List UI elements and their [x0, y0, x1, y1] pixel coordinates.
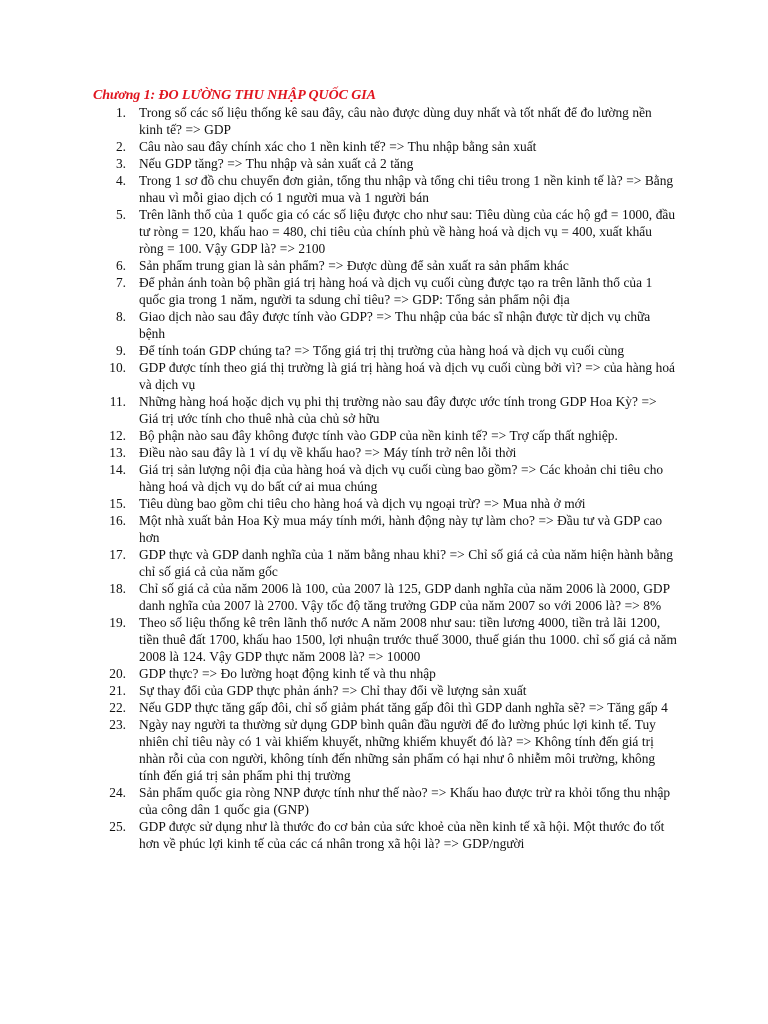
question-number: 14. — [109, 462, 126, 477]
question-item — [0, 784, 679, 818]
question-item — [0, 580, 679, 614]
question-item — [0, 206, 679, 257]
question-text: GDP được sử dụng như là thước đo cơ bản của sức khoẻ của nền kinh tế xã hội. Một thước đo tốt hơn về phúc lợi kinh tế của các cá nhân trong xã hội là? => GDP/người — [139, 819, 665, 851]
question-text: Câu nào sau đây chính xác cho 1 nền kinh tế? => Thu nhập bằng sản xuất — [139, 139, 537, 154]
question-text: GDP được tính theo giá thị trường là giá trị hàng hoá và dịch vụ cuối cùng bởi vì? => của hàng hoá và dịch vụ — [139, 360, 675, 392]
question-item — [0, 155, 679, 172]
question-text: Những hàng hoá hoặc dịch vụ phi thị trường nào sau đây được ước tính trong GDP Hoa Kỳ? => Giá trị ước tính cho thuê nhà của chủ sở hữu — [139, 394, 657, 426]
question-number: 23. — [109, 717, 126, 732]
question-item — [0, 512, 679, 546]
question-number: 1. — [115, 105, 126, 120]
question-text: Trong số các số liệu thống kê sau đây, câu nào được dùng duy nhất và tốt nhất để đo lường nền kinh tế? => GDP — [139, 105, 652, 137]
question-item — [0, 172, 679, 206]
question-item — [0, 495, 679, 512]
question-text: Sự thay đổi của GDP thực phản ánh? => Chỉ thay đổi về lượng sản xuất — [139, 683, 527, 698]
question-text: Tiêu dùng bao gồm chi tiêu cho hàng hoá và dịch vụ ngoại trừ? => Mua nhà ở mới — [139, 496, 586, 511]
question-text: Ngày nay người ta thường sử dụng GDP bình quân đầu người để đo lường phúc lợi kinh tế. Tuy nhiên chỉ tiêu này có 1 vài khiếm khuyết, những khiếm khuyết đó là? => Không tính đến giá trị nhàn rỗi của con người, không tính đến những sản phẩm có hại như ô nhiễm môi trường, không tính đến giá trị sản phẩm phi thị trường — [139, 717, 656, 783]
question-text: Giá trị sản lượng nội địa của hàng hoá và dịch vụ cuối cùng bao gồm? => Các khoản chi tiêu cho hàng hoá và dịch vụ do bất cứ ai mua chúng — [139, 462, 664, 494]
question-text: Nếu GDP tăng? => Thu nhập và sản xuất cả 2 tăng — [139, 156, 414, 171]
question-number: 19. — [109, 615, 126, 630]
question-text: Nếu GDP thực tăng gấp đôi, chỉ số giảm phát tăng gấp đôi thì GDP danh nghĩa sẽ? => Tăng gấp 4 — [139, 700, 668, 715]
question-text: GDP thực và GDP danh nghĩa của 1 năm bằng nhau khi? => Chỉ số giá cả của năm hiện hành bằng chỉ số giá cả của năm gốc — [139, 547, 673, 579]
question-text: Sản phẩm quốc gia ròng NNP được tính như thế nào? => Khấu hao được trừ ra khỏi tổng thu nhập của công dân 1 quốc gia (GNP) — [139, 785, 671, 817]
question-number: 8. — [115, 309, 126, 324]
question-text: Bộ phận nào sau đây không được tính vào GDP của nền kinh tế? => Trợ cấp thất nghiệp. — [139, 428, 618, 443]
question-number: 11. — [109, 394, 126, 409]
question-number: 21. — [109, 683, 126, 698]
question-item — [0, 393, 679, 427]
question-number: 13. — [109, 445, 126, 460]
question-item — [0, 818, 679, 852]
question-number: 17. — [109, 547, 126, 562]
question-text: Trong 1 sơ đồ chu chuyển đơn giản, tổng thu nhập và tổng chi tiêu trong 1 nền kinh tế là? => Bằng nhau vì mỗi giao dịch có 1 người mua và 1 người bán — [139, 173, 674, 205]
question-text: Trên lãnh thổ của 1 quốc gia có các số liệu được cho như sau: Tiêu dùng của các hộ gđ = 1000, đầu tư ròng = 120, khấu hao = 480, chi tiêu của chính phủ về hàng hoá và dịch vụ = 400, xuất khẩu ròng = 100. Vậy GDP là? => 2100 — [139, 207, 676, 256]
question-text: Để tính toán GDP chúng ta? => Tổng giá trị thị trường của hàng hoá và dịch vụ cuối cùng — [139, 343, 625, 358]
question-item — [0, 104, 679, 138]
question-item — [0, 716, 679, 784]
question-item — [0, 461, 679, 495]
question-number: 24. — [109, 785, 126, 800]
question-number: 7. — [115, 275, 126, 290]
question-item — [0, 138, 679, 155]
question-item — [0, 274, 679, 308]
question-number: 20. — [109, 666, 126, 681]
question-number: 18. — [109, 581, 126, 596]
question-number: 22. — [109, 700, 126, 715]
question-number: 16. — [109, 513, 126, 528]
question-item — [0, 665, 679, 682]
question-number: 3. — [115, 156, 126, 171]
question-number: 15. — [109, 496, 126, 511]
question-list — [0, 104, 768, 852]
question-text: Một nhà xuất bản Hoa Kỳ mua máy tính mới, hành động này tự làm cho? => Đầu tư và GDP cao hơn — [139, 513, 663, 545]
chapter-title: Chương 1: ĐO LƯỜNG THU NHẬP QUỐC GIA — [93, 88, 376, 103]
question-text: Chỉ số giá cả của năm 2006 là 100, của 2007 là 125, GDP danh nghĩa của năm 2006 là 2000, GDP danh nghĩa của 2007 là 2700. Vậy tốc độ tăng trưởng GDP của năm 2007 so với 2006 là? => 8% — [139, 581, 670, 613]
question-number: 5. — [115, 207, 126, 222]
question-item — [0, 359, 679, 393]
question-number: 2. — [115, 139, 126, 154]
question-item — [0, 682, 679, 699]
question-number: 10. — [109, 360, 126, 375]
question-text: Điều nào sau đây là 1 ví dụ về khấu hao? => Máy tính trở nên lỗi thời — [139, 445, 517, 460]
question-item — [0, 342, 679, 359]
question-text: Sản phẩm trung gian là sản phẩm? => Được dùng để sản xuất ra sản phẩm khác — [139, 258, 569, 273]
question-item — [0, 444, 679, 461]
question-number: 9. — [115, 343, 126, 358]
question-item — [0, 257, 679, 274]
question-text: Để phản ánh toàn bộ phần giá trị hàng hoá và dịch vụ cuối cùng được tạo ra trên lãnh thổ của 1 quốc gia trong 1 năm, người ta sdung chỉ tiêu? => GDP: Tổng sản phẩm nội địa — [139, 275, 653, 307]
question-number: 4. — [115, 173, 126, 188]
question-number: 6. — [115, 258, 126, 273]
question-text: Giao dịch nào sau đây được tính vào GDP? => Thu nhập của bác sĩ nhận được từ dịch vụ chữa bệnh — [139, 309, 651, 341]
question-item — [0, 308, 679, 342]
question-item — [0, 614, 679, 665]
question-item — [0, 699, 679, 716]
question-number: 25. — [109, 819, 126, 834]
question-item — [0, 546, 679, 580]
question-text: Theo số liệu thống kê trên lãnh thổ nước A năm 2008 như sau: tiền lương 4000, tiền trả lãi 1200, tiền thuê đất 1700, khấu hao 1500, lợi nhuận trước thuế 3000, thuế gián thu 1000. chỉ số giá cả năm 2008 là 124. Vậy GDP thực năm 2008 là? => 10000 — [139, 615, 677, 664]
question-text: GDP thực? => Đo lường hoạt động kinh tế và thu nhập — [139, 666, 436, 681]
question-number: 12. — [109, 428, 126, 443]
question-item — [0, 427, 679, 444]
